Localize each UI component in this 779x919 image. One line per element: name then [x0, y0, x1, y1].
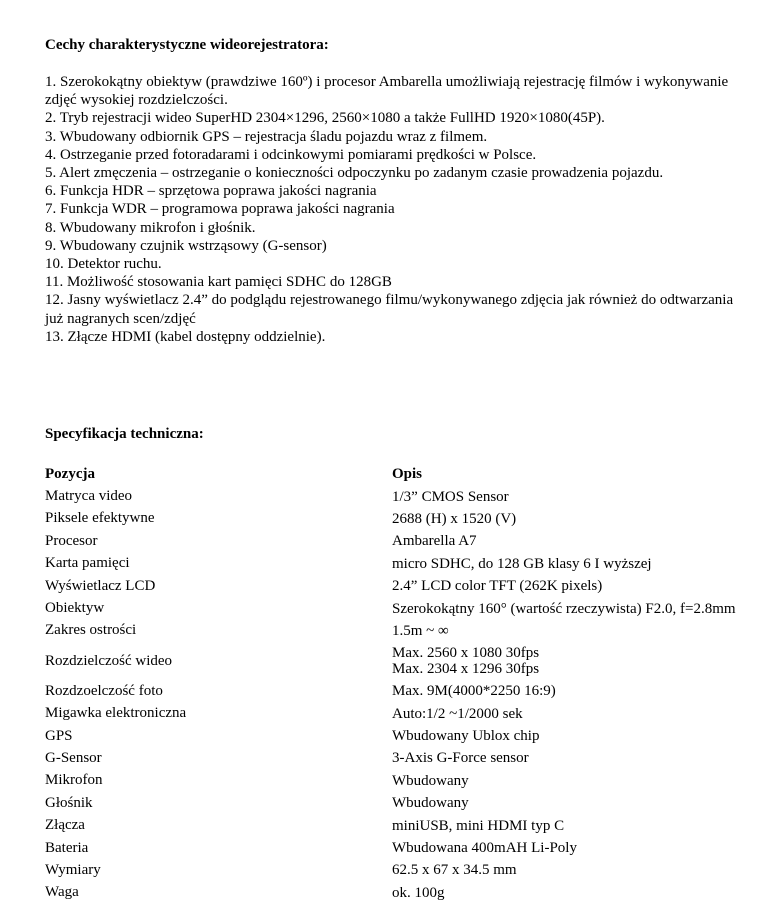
spec-description-line: 2688 (H) x 1520 (V) [392, 510, 517, 527]
spec-row-name: Procesor [45, 532, 98, 549]
spec-row-description [392, 597, 772, 619]
spec-row-name: GPS [45, 727, 73, 744]
spec-row [45, 859, 772, 881]
spec-description-line: Wbudowany Ublox chip [392, 728, 540, 745]
spec-description-line: Wbudowany [392, 795, 469, 812]
spec-row-description [392, 814, 772, 836]
feature-item: 1. Szerokokątny obiektyw (prawdziwe 160º) i procesor Ambarella umożliwiają rejestrację filmów i wykonywanie zdjęć wysokiej rozdzielczości. [45, 74, 729, 109]
spec-description-line: 62.5 x 67 x 34.5 mm [392, 862, 517, 879]
feature-item: 7. Funkcja WDR – programowa poprawa jakości nagrania [45, 201, 395, 218]
spec-table-body [45, 485, 772, 904]
spec-row [45, 553, 772, 575]
spec-row-name: Mikrofon [45, 772, 103, 789]
spec-description-line: Auto:1/2 ~1/2000 sek [392, 705, 523, 722]
spec-description-line: Max. 2304 x 1296 30fps [392, 661, 540, 678]
spec-row-name: Bateria [45, 839, 89, 856]
spec-description-line: Ambarella A7 [392, 533, 477, 550]
spec-description-line: 2.4” LCD color TFT (262K pixels) [392, 578, 603, 595]
feature-item: 6. Funkcja HDR – sprzętowa poprawa jakości nagrania [45, 183, 377, 200]
features-list [45, 73, 745, 346]
spec-row-name: Złącza [45, 817, 85, 834]
feature-item: 3. Wbudowany odbiornik GPS – rejestracja śladu pojazdu wraz z filmem. [45, 128, 488, 145]
spec-row-description [392, 882, 772, 904]
feature-item: 11. Możliwość stosowania kart pamięci SDHC do 128GB [45, 274, 392, 291]
spec-row-name: Głośnik [45, 794, 93, 811]
column-header-position: Pozycja [45, 465, 95, 482]
spec-row-name: Wyświetlacz LCD [45, 577, 156, 594]
spec-description-line: Wbudowany [392, 772, 469, 789]
feature-item: 8. Wbudowany mikrofon i głośnik. [45, 219, 256, 236]
feature-item: 12. Jasny wyświetlacz 2.4” do podglądu rejestrowanego filmu/wykonywanego zdjęcia jak również do odtwarzania już nagranych scen/zdjęć [45, 292, 734, 327]
spec-row [45, 530, 772, 552]
feature-item: 9. Wbudowany czujnik wstrząsowy (G-sensor) [45, 237, 327, 254]
feature-item: 5. Alert zmęczenia – ostrzeganie o konieczności odpoczynku po zadanym czasie prowadzenia pojazdu. [45, 165, 664, 182]
spec-row [45, 703, 772, 725]
spec-table-header-row [45, 463, 772, 485]
spec-row-name: Obiektyw [45, 600, 105, 617]
spec-row [45, 680, 772, 702]
spec-description-line: Wbudowana 400mAH Li-Poly [392, 840, 577, 857]
spec-row [45, 485, 772, 507]
spec-row [45, 882, 772, 904]
spec-table [45, 463, 772, 904]
spec-row-name: Karta pamięci [45, 555, 130, 572]
spec-description-line: Max. 9M(4000*2250 16:9) [392, 683, 556, 700]
spec-description-line: ok. 100g [392, 884, 445, 901]
spec-row-description [392, 770, 772, 792]
spec-row [45, 508, 772, 530]
spec-row-description [392, 747, 772, 769]
spec-row-name: Matryca video [45, 488, 133, 505]
spec-row-description [392, 508, 772, 530]
spec-description-line: Max. 2560 x 1080 30fps [392, 645, 540, 662]
spec-row-description [392, 837, 772, 859]
spec-description-line: Szerokokątny 160° (wartość rzeczywista) F2.0, f=2.8mm [392, 600, 736, 617]
feature-item: 2. Tryb rejestracji wideo SuperHD 2304×1296, 2560×1080 a także FullHD 1920×1080(45P). [45, 110, 605, 127]
spec-row-description [392, 553, 772, 575]
spec-row [45, 747, 772, 769]
spec-row-name: Rozdzoelczość foto [45, 682, 163, 699]
column-header-description: Opis [392, 465, 423, 482]
spec-row-description [392, 485, 772, 507]
spec-description-line: 1.5m ~ ∞ [392, 622, 449, 639]
spec-row-description [392, 575, 772, 597]
spec-row-description [392, 859, 772, 881]
spec-row-description [392, 642, 772, 680]
spec-row [45, 597, 772, 619]
spec-heading: Specyfikacja techniczna: [45, 426, 204, 442]
spec-row-name: Piksele efektywne [45, 510, 155, 527]
spec-row-name: Rozdzielczość wideo [45, 652, 173, 669]
spec-row [45, 575, 772, 597]
spec-row [45, 814, 772, 836]
spec-row-name: Zakres ostrości [45, 622, 137, 639]
feature-item: 10. Detektor ruchu. [45, 256, 162, 273]
spec-row [45, 837, 772, 859]
spec-row [45, 642, 772, 680]
spec-description-line: miniUSB, mini HDMI typ C [392, 817, 565, 834]
spec-row [45, 792, 772, 814]
spec-row-description [392, 725, 772, 747]
spec-row-description [392, 703, 772, 725]
spec-description-line: 1/3” CMOS Sensor [392, 488, 509, 505]
feature-item: 13. Złącze HDMI (kabel dostępny oddzielnie). [45, 328, 326, 345]
features-heading: Cechy charakterystyczne wideorejestratora: [45, 37, 329, 53]
feature-item: 4. Ostrzeganie przed fotoradarami i odcinkowymi pomiarami prędkości w Polsce. [45, 146, 537, 163]
spec-description-line: micro SDHC, do 128 GB klasy 6 I wyższej [392, 555, 652, 572]
spec-row-description [392, 620, 772, 642]
spec-row-description [392, 680, 772, 702]
spec-row [45, 620, 772, 642]
spec-row [45, 770, 772, 792]
spec-row-name: G-Sensor [45, 749, 102, 766]
spec-row-name: Migawka elektroniczna [45, 705, 187, 722]
spec-row-name: Wymiary [45, 861, 101, 878]
spec-row-description [392, 792, 772, 814]
spec-row [45, 725, 772, 747]
spec-row-name: Waga [45, 884, 79, 901]
spec-row-description [392, 530, 772, 552]
spec-description-line: 3-Axis G-Force sensor [392, 750, 529, 767]
